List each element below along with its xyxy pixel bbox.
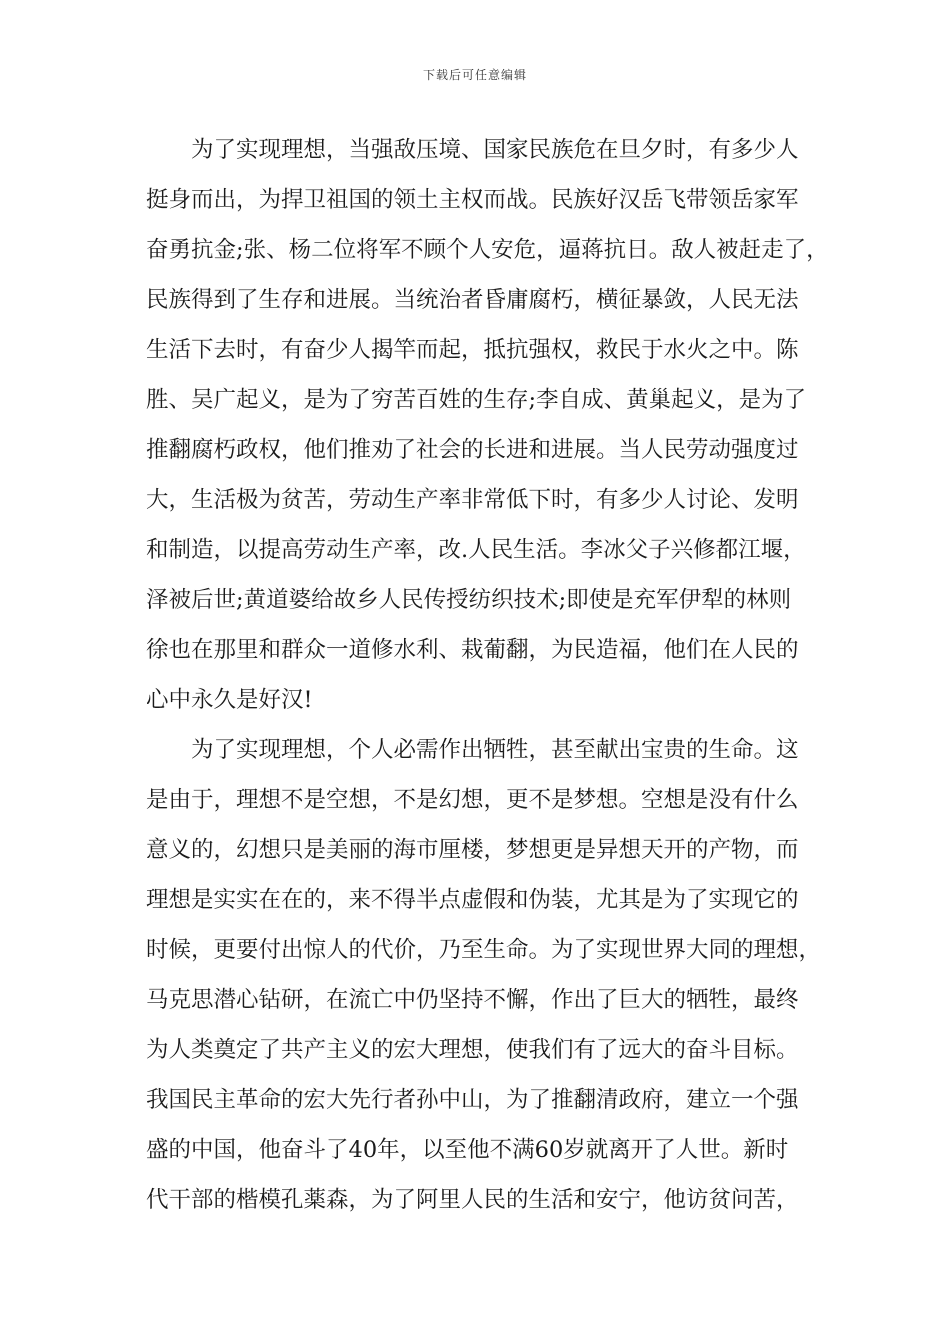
text-line: 生活下去时，有奋少人揭竿而起，抵抗强权，救民于水火之中。陈	[146, 337, 799, 363]
text-line: 为人类奠定了共产主义的宏大理想，使我们有了远大的奋斗目标。	[146, 1037, 799, 1063]
text-line: 马克思潜心钻研，在流亡中仍坚持不懈，作出了巨大的牺牲，最终	[146, 987, 799, 1013]
text-line: 民族得到了生存和进展。当统治者昏庸腐朽，横征暴敛，人民无法	[146, 287, 799, 313]
text-line: 和制造，以提高劳动生产率，改.人民生活。李冰父子兴修都江堰，	[146, 537, 806, 563]
text-line: 心中永久是好汉!	[146, 687, 313, 713]
text-line: 是由于，理想不是空想，不是幻想，更不是梦想。空想是没有什么	[146, 787, 799, 813]
text-line: 大，生活极为贫苦，劳动生产率非常低下时，有多少人讨论、发明	[146, 487, 799, 513]
text-line: 理想是实实在在的，来不得半点虚假和伪装，尤其是为了实现它的	[146, 887, 799, 913]
text-line: 胜、吴广起义，是为了穷苦百姓的生存;李自成、黄巢起义，是为了	[146, 387, 807, 413]
text-line: 我国民主革命的宏大先行者孙中山，为了推翻清政府，建立一个强	[146, 1087, 799, 1113]
text-line: 意义的，幻想只是美丽的海市厘楼，梦想更是异想天开的产物，而	[146, 837, 799, 863]
page-header: 下载后可任意编辑	[422, 68, 527, 82]
text-line: 奋勇抗金;张、杨二位将军不顾个人安危，逼蒋抗日。敌人被赶走了，	[146, 237, 829, 263]
text-line: 代干部的楷模孔薬森，为了阿里人民的生活和安宁，他访贫问苦，	[146, 1187, 799, 1213]
text-line: 盛的中国，他奋斗了40年，以至他不满60岁就离开了人世。新时	[146, 1137, 789, 1163]
text-line: 挺身而出，为捍卫祖国的领土主权而战。民族好汉岳飞带领岳家军	[146, 187, 799, 213]
text-line: 为了实现理想，当强敌压境、国家民族危在旦夕时，有多少人	[146, 137, 799, 163]
text-line: 为了实现理想，个人必需作出牺牲，甚至献出宝贵的生命。这	[146, 737, 799, 763]
text-line: 徐也在那里和群众一道修水利、栽葡翻，为民造福，他们在人民的	[146, 637, 799, 663]
text-line: 时候，更要付出惊人的代价，乃至生命。为了实现世界大同的理想，	[146, 937, 822, 963]
text-line: 推翻腐朽政权，他们推劝了社会的长进和进展。当人民劳动强度过	[146, 437, 799, 463]
text-line: 泽被后世;黄道婆给故乡人民传授纺织技术;即使是充军伊犁的林则	[146, 587, 792, 613]
